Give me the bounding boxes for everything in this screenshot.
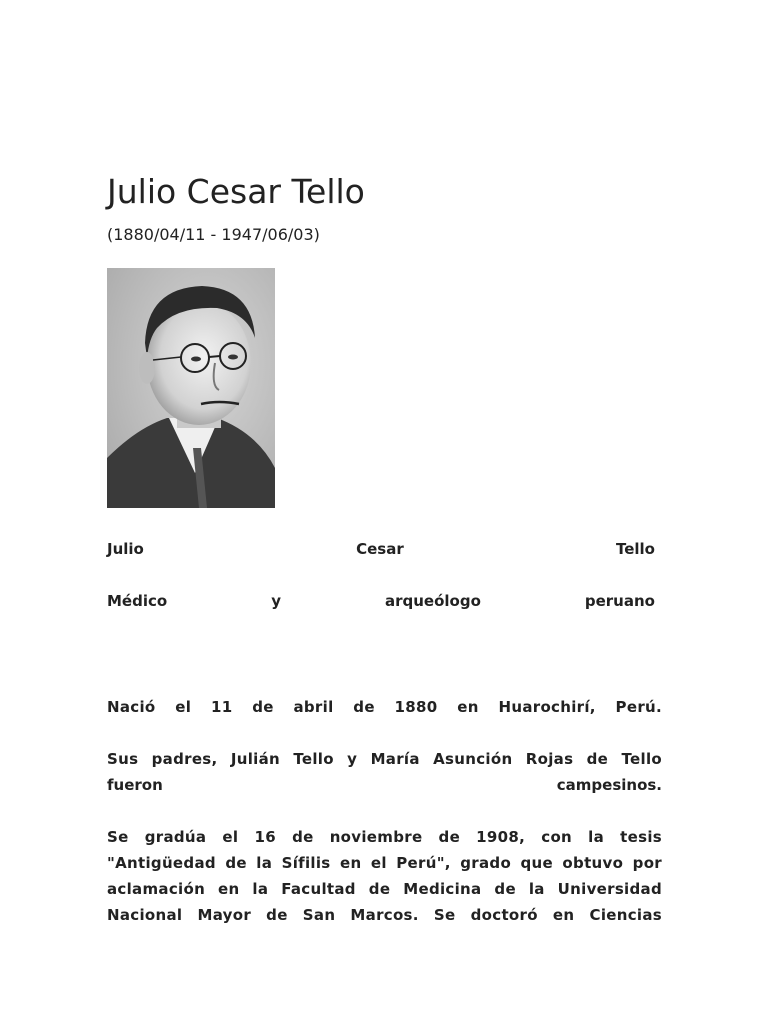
role-word: y	[271, 592, 281, 610]
paragraph-graduation: Se gradúa el 16 de noviembre de 1908, con la tesis "Antigüedad de la Sífilis en el Perú", grado que obtuvo por aclamación en la Facultad de Medicina de la Universidad Nacional Mayor de San Marcos. Se doctoró en Ciencias	[107, 828, 662, 924]
paragraph-birth: Nació el 11 de abril de 1880 en Huarochirí, Perú.	[107, 698, 662, 716]
role-row	[107, 592, 655, 610]
name-word: Julio	[107, 540, 144, 558]
name-word: Tello	[615, 540, 655, 558]
parents-word: campesinos.	[556, 776, 662, 794]
portrait-photo	[107, 268, 275, 508]
role-word: arqueólogo	[384, 592, 481, 610]
name-word: Cesar	[356, 540, 404, 558]
life-dates: (1880/04/11 - 1947/06/03)	[107, 225, 320, 244]
page-title: Julio Cesar Tello	[107, 172, 365, 211]
role-word: peruano	[584, 592, 655, 610]
parents-word: fueron	[107, 776, 163, 794]
role-word: Médico	[107, 592, 168, 610]
name-row	[107, 540, 655, 558]
paragraph-parents-line1: Sus padres, Julián Tello y María Asunción Rojas de Tello	[107, 750, 662, 768]
paragraph-parents-line2	[107, 776, 662, 794]
